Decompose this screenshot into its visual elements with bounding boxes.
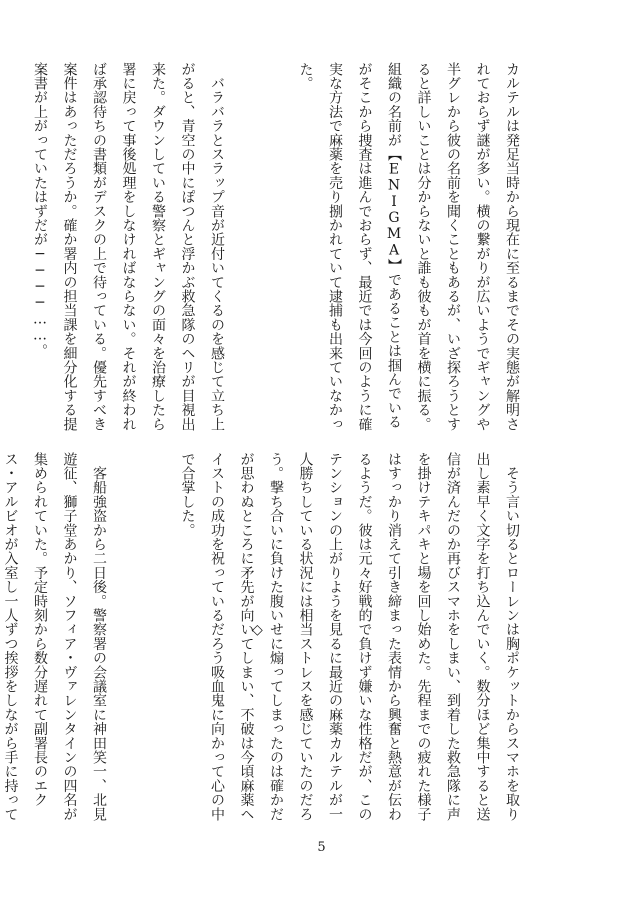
page-number: 5 (317, 840, 326, 855)
upper-text-block (32, 62, 585, 440)
paragraph: 客船強盗から二日後。警察署の会議室に神田笑一、北見遊征、獅子堂あかり、ソフィア・ヴァレンタインの四名が集められていた。予定時刻から数分遅れて副署長のエクス・アルビオが入室し一人ずつ挨拶をしながら手に持って (2, 452, 107, 822)
section-separator: ◇ (252, 622, 263, 638)
paragraph: そう言い切るとローレンは胸ポケットからスマホを取り出し素早く文字を打ち込んでいく。数分ほど集中すると送信が済んだのか再びスマホをしまい、到着した救急隊に声を掛けテキパキと場を回し始めた。先程までの疲れた様子はすっかり消えて引き締まった表情から興奮と熱意が伝わるようだ。彼は元々好戦的で負けず嫌いな性格だが、このテンションの上がりようを見るに最近の麻薬カルテルが一人勝ちしている状況には相当ストレスを感じていたのだろう。撃ち合いに負けた腹いせに煽ってしまったのは確かだが思わぬところに矛先が向いてしまい、不破は今頃麻薬ヘイストの成功を祝っているだろう吸血鬼に向かって心の中で合掌した。 (179, 452, 520, 822)
paragraph: バラバラとスラップ音が近付いてくるのを感じて立ち上がると、青空の中にぽつんと浮かぶ救急隊のヘリが目視出来た。ダウンしている警察とギャングの面々を治療したら署に戻って事後処理をしなければならない。それが終われば承認待ちの書類がデスクの上で待っている。優先すべき案件はあっただろうか。確か署内の担当課を細分化する提案書が上がっていたはずだが────……。 (32, 62, 225, 432)
paragraph: カルテルは発足当時から現在に至るまでその実態が解明されておらず謎が多い。横の繋がりが広いようでギャングや半グレから彼の名前を聞くこともあるが、いざ探ろうとすると詳しいことは分からないと誰も彼もが首を横に振る。組織の名前が【ENIGMA】であることは掴んでいるがそこから捜査は進んでおらず、最近では今回のように確実な方法で麻薬を売り捌かれていて逮捕も出来ていなかった。 (297, 62, 520, 432)
lower-text-block (2, 452, 585, 830)
